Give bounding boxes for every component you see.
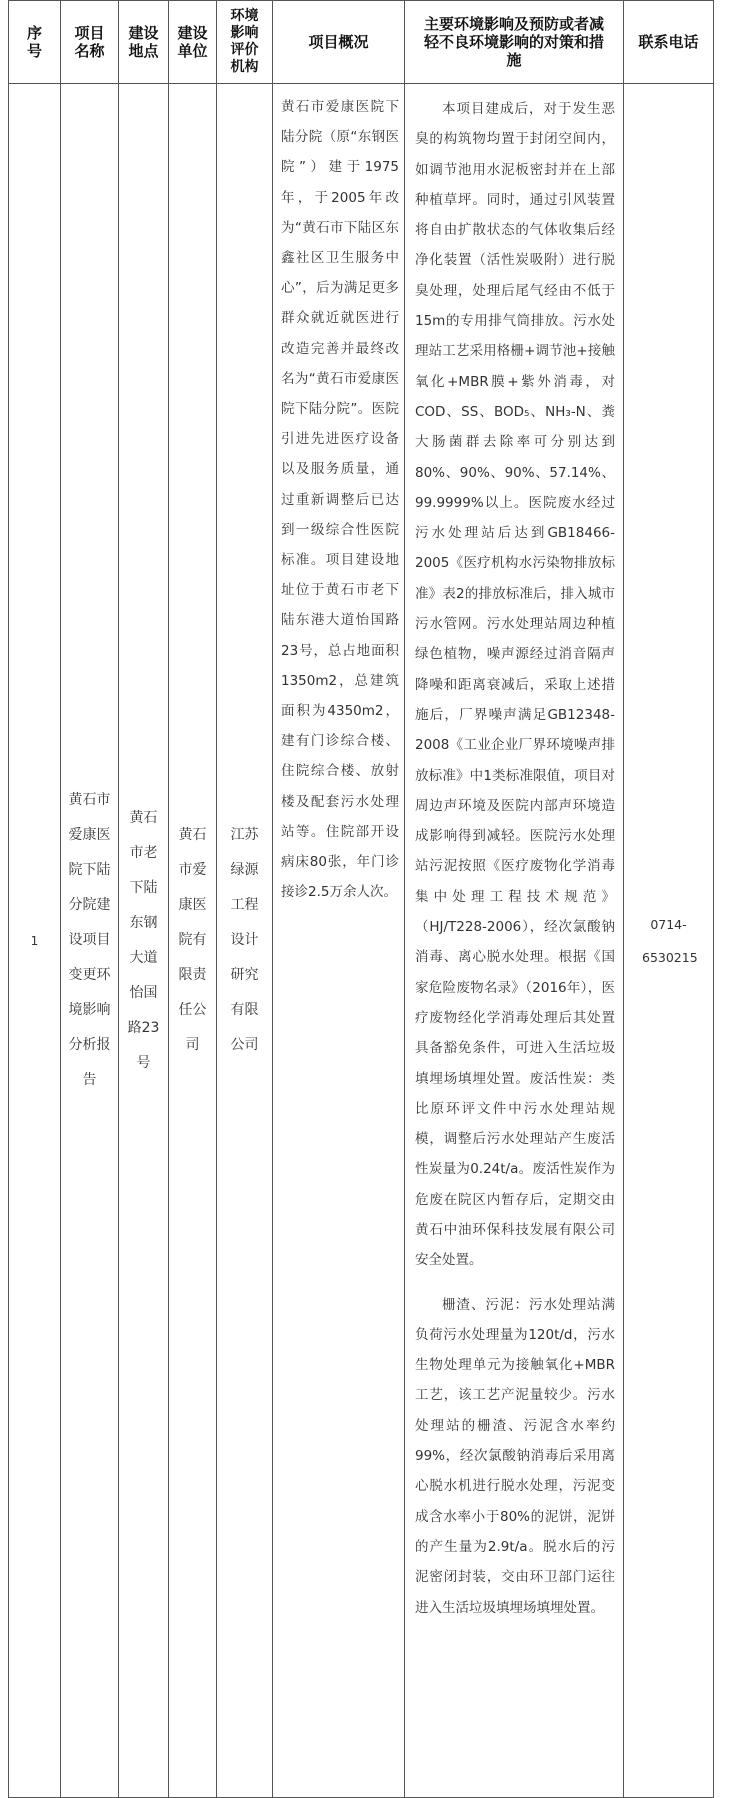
- cell-location: [119, 84, 169, 1798]
- cell-phone: [624, 84, 714, 1798]
- construction-unit: 黄石市爱康医院有限责任公司: [178, 827, 207, 1053]
- cell-unit: [169, 84, 217, 1798]
- table-row: [9, 84, 714, 1798]
- header-name: 项目名称: [61, 1, 119, 84]
- cell-agency: [217, 84, 273, 1798]
- header-location: 建设地点: [119, 1, 169, 84]
- header-seq: 序号: [9, 1, 61, 84]
- header-measures: 主要环境影响及预防或者减轻不良环境影响的对策和措施: [405, 1, 624, 84]
- cell-name: [61, 84, 119, 1798]
- measures-text: [405, 84, 623, 1623]
- project-overview: 黄石市爱康医院下陆分院（原“东钢医院”）建于1975年，于2005年改为“黄石市下陆区东鑫社区卫生服务中心”，后为满足更多群众就近就医进行改造完善并最终改名为“黄石市爱康医院下陆分院”。医院引进先进医疗设备以及服务质量，通过重新调整后已达到一级综合性医院标准。项目建设地址位于黄石市老下陆东港大道怡国路23号，总占地面积1350m2，总建筑面积为4350m2，建有门诊综合楼、住院综合楼、放射楼及配套污水处理站等。住院部开设病床80张，年门诊接诊2.5万余人次。: [281, 99, 399, 901]
- contact-phone: 0714-6530215: [642, 916, 698, 965]
- project-location: 黄石市老下陆东钢大道怡国路23号: [127, 809, 160, 1071]
- eia-agency: 江苏绿源工程设计研究有限公司: [230, 827, 259, 1053]
- cell-measures: [405, 84, 624, 1798]
- measures-paragraph-2: 栅渣、污泥：污水处理站满负荷污水处理量为120t/d，污水生物处理单元为接触氧化+MBR工艺，该工艺产泥量较少。污水处理站的栅渣、污泥含水率约99%，经次氯酸钠消毒后采用离心脱水机进行脱水处理，污泥变成含水率小于80%的泥饼，泥饼的产生量为2.9t/a。脱水后的污泥密闭封装，交由环卫部门运往进入生活垃圾填埋场填埋处置。: [415, 1296, 615, 1616]
- header-phone: 联系电话: [624, 1, 714, 84]
- measures-paragraph-1: 本项目建成后，对于发生恶臭的构筑物均置于封闭空间内，如调节池用水泥板密封并在上部种植草坪。同时，通过引风装置将自由扩散状态的气体收集后经净化装置（活性炭吸附）进行脱臭处理，处理后尾气经由不低于15m的专用排气筒排放。污水处理站工艺采用格栅+调节池+接触氧化+MBR膜+紫外消毒，对COD、SS、BOD₅、NH₃-N、粪大肠菌群去除率可分别达到80%、90%、90%、57.14%、99.9999%以上。医院废水经过污水处理站后达到GB18466-2005《医疗机构水污染物排放标准》表2的排放标准后，排入城市污水管网。污水处理站周边种植绿色植物，噪声源经过消音隔声降噪和距离衰减后，采取上述措施后，厂界噪声满足GB12348-2008《工业企业厂界环境噪声排放标准》中1类标准限值，项目对周边声环境及医院内部声环境造成影响得到减轻。医院污水处理站污泥按照《医疗废物化学消毒集中处理工程技术规范》（HJ/T228-2006），经次氯酸钠消毒、离心脱水处理。根据《国家危险废物名录》（2016年），医疗废物经化学消毒处理后其处置具备豁免条件，可进入生活垃圾填埋场填埋处置。废活性炭：类比原环评文件中污水处理站规模，调整后污水处理站产生废活性炭量为0.24t/a。废活性炭作为危废在院区内暂存后，定期交由黄石中油环保科技发展有限公司安全处置。: [415, 101, 615, 1269]
- project-name: 黄石市爱康医院下陆分院建设项目变更环境影响分析报告: [68, 792, 111, 1088]
- header-agency: 环境影响评价机构: [217, 1, 273, 84]
- row-seq: 1: [30, 933, 39, 948]
- project-table: [8, 0, 714, 1798]
- header-overview: 项目概况: [273, 1, 405, 84]
- header-row: [9, 1, 714, 84]
- header-unit: 建设单位: [169, 1, 217, 84]
- cell-overview: [273, 84, 405, 1798]
- cell-seq: [9, 84, 61, 1798]
